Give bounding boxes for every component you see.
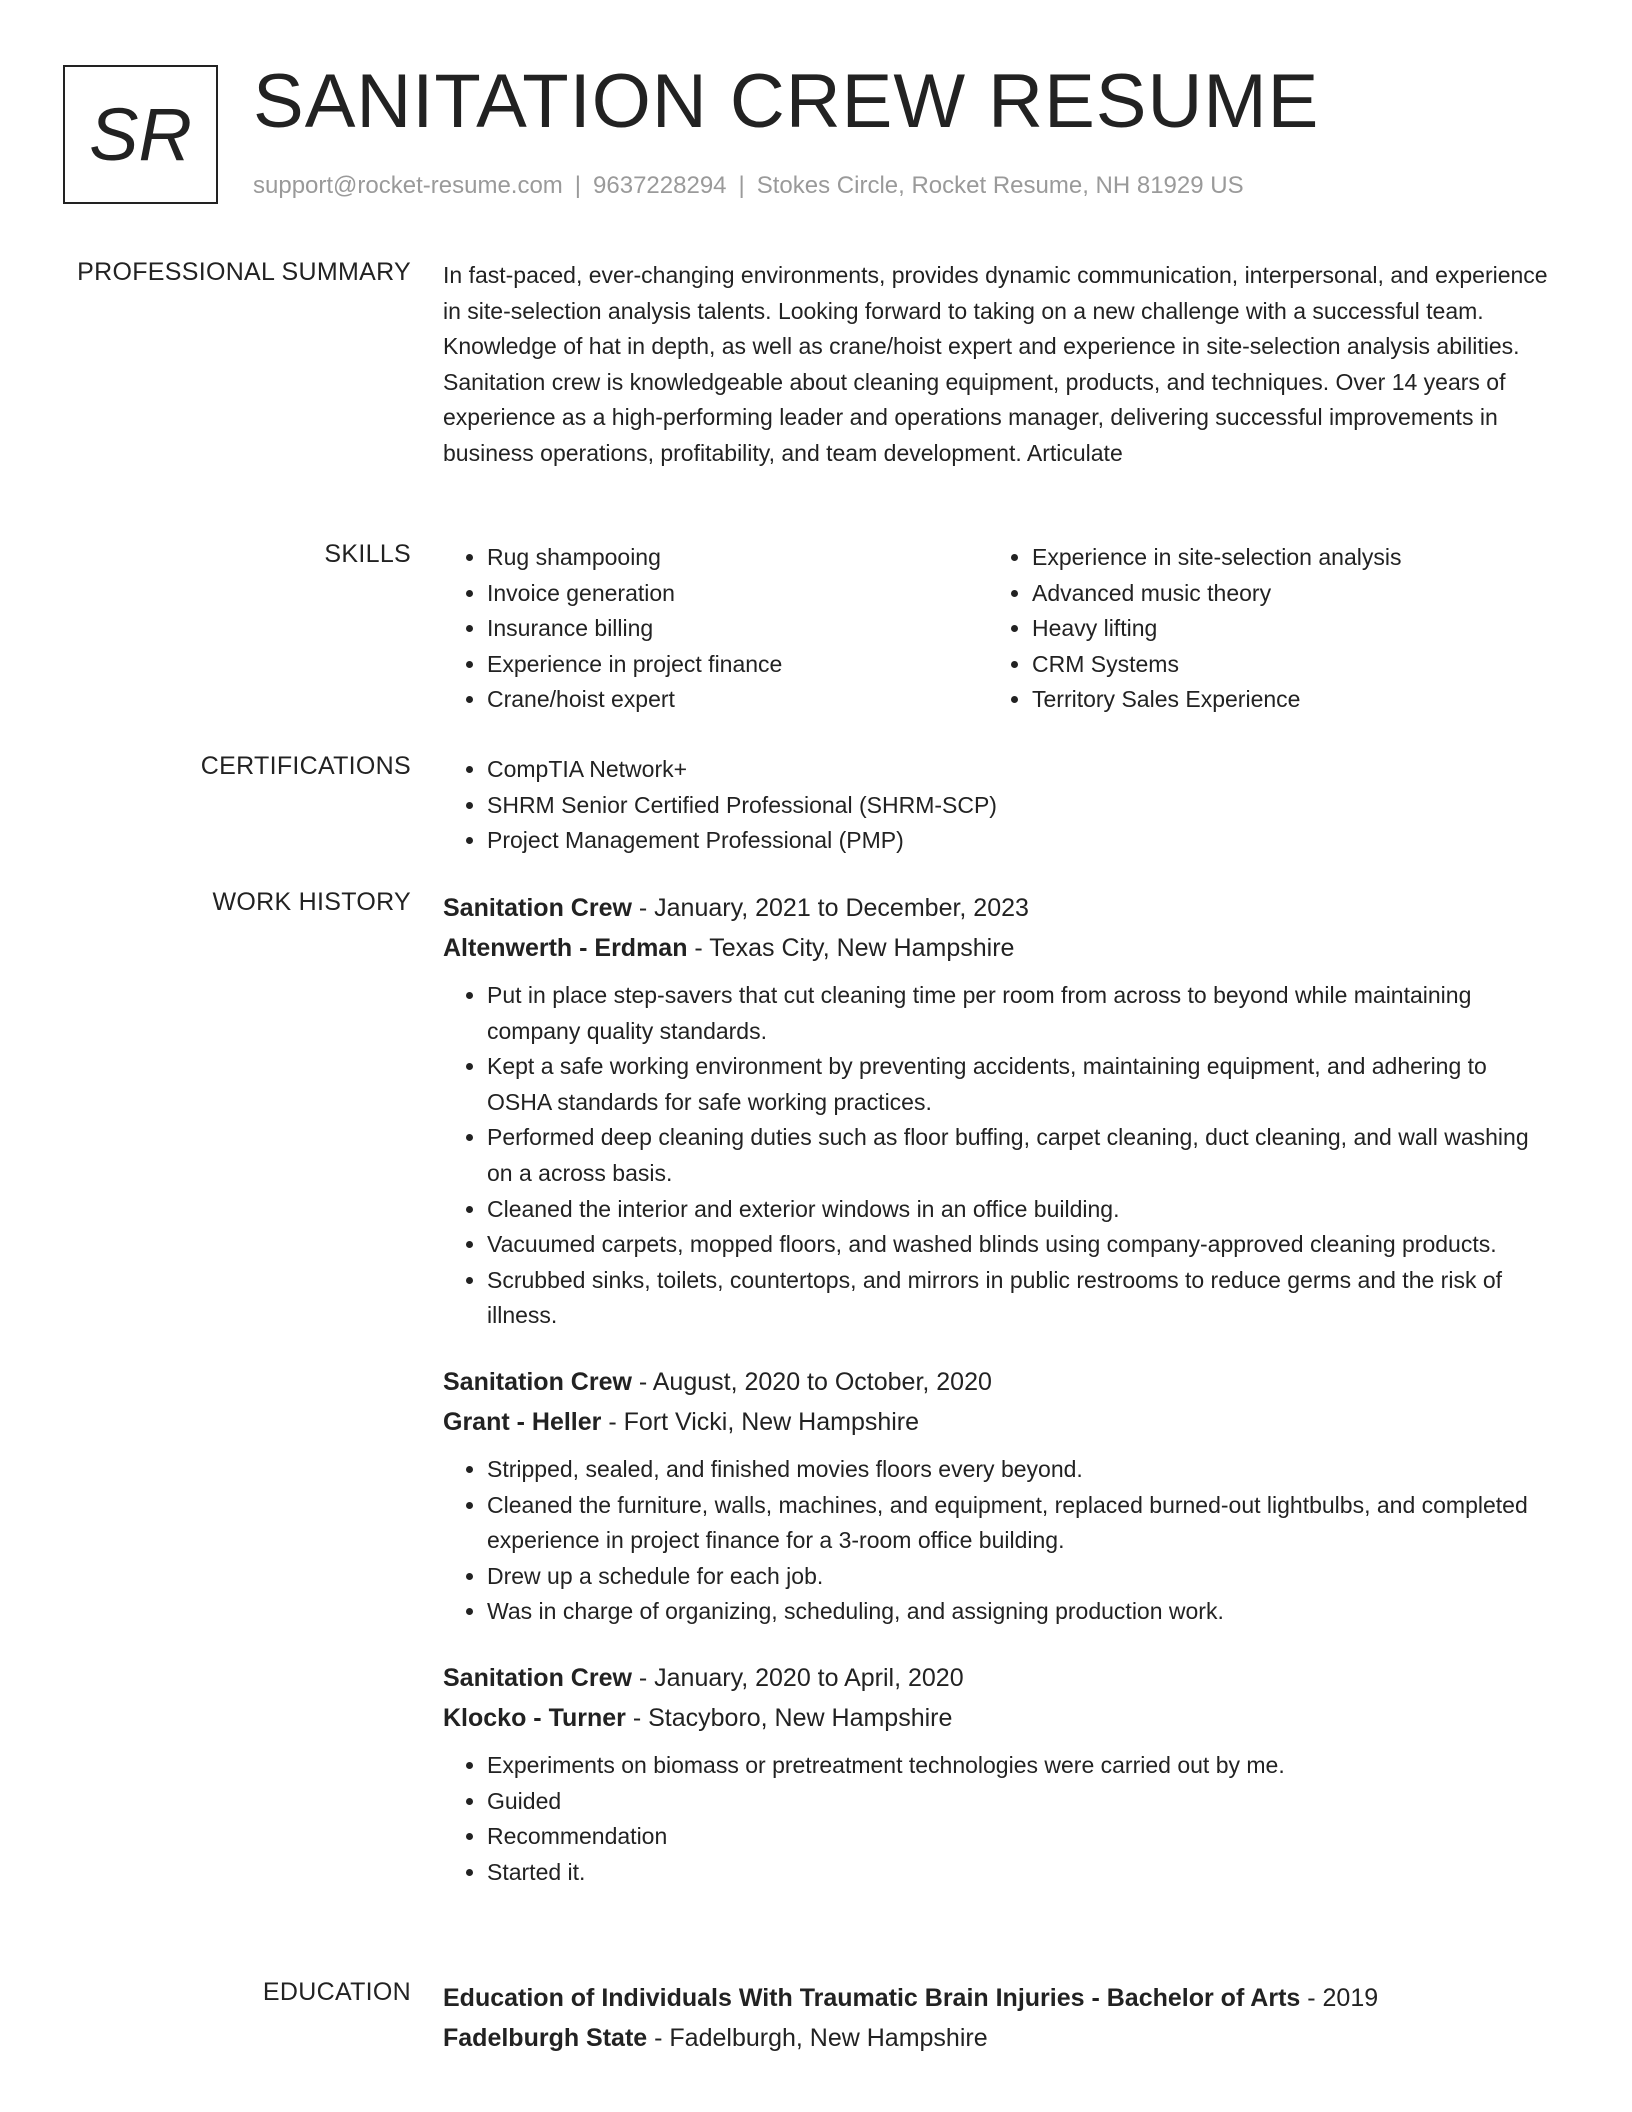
job-bullets (443, 978, 1555, 1334)
job-bullet: • Scrubbed sinks, toilets, countertops, and mirrors in public restrooms to reduce germs and the risk of illness. (487, 1263, 1555, 1334)
education-body (443, 1978, 1555, 2058)
job-company-line (443, 1698, 1555, 1738)
job-location: - Stacyboro, New Hampshire (625, 1703, 953, 1732)
job-bullet: • Guided (487, 1784, 1555, 1820)
skill-item: • Insurance billing (487, 611, 988, 647)
job-company-line (443, 1402, 1555, 1442)
job-bullet: • Started it. (487, 1855, 1555, 1891)
education-school: Fadelburgh State (443, 2024, 648, 2052)
certifications-body (443, 752, 1555, 859)
job-title: Sanitation Crew (443, 894, 632, 922)
section-label-work-history: WORK HISTORY (212, 888, 411, 916)
job-location: - Texas City, New Hampshire (687, 934, 1015, 962)
resume-title: SANITATION CREW RESUME (253, 59, 1320, 144)
contact-separator: | (574, 172, 582, 199)
job-location: - Fort Vicki, New Hampshire (601, 1407, 920, 1436)
summary-text: In fast-paced, ever-changing environments, provides dynamic communication, interpersonal, and experience in site-selection analysis talents. Looking forward to taking on a new challenge with a successful team. Knowledge of hat in depth, as well as crane/hoist expert and experience in site-selection analysis abilities. Sanitation crew is knowledgeable about cleaning equipment, products, and techniques. Over 14 years of experience as a high-performing leader and operations manager, delivering successful improvements in business operations, profitability, and team development. Articulate (443, 262, 1548, 466)
contact-phone: 9637228294 (593, 172, 727, 199)
job-bullet: • Stripped, sealed, and finished movies floors every beyond. (487, 1452, 1555, 1488)
skills-list-left (443, 540, 988, 718)
job-bullet: • Performed deep cleaning duties such as floor buffing, carpet cleaning, duct cleaning, and wall washing on a across basis. (487, 1120, 1555, 1191)
job-bullet: • Recommendation (487, 1819, 1555, 1855)
skill-item: • Experience in project finance (487, 647, 988, 683)
job-dates: - January, 2021 to December, 2023 (631, 894, 1029, 922)
skill-item: • CRM Systems (1032, 647, 1533, 683)
skill-item: • Rug shampooing (487, 540, 988, 576)
job-title-line (443, 888, 1555, 928)
job-company: Klocko - Turner (443, 1703, 626, 1732)
job-title: Sanitation Crew (443, 1663, 632, 1692)
skill-item: • Heavy lifting (1032, 611, 1533, 647)
job-bullets (443, 1452, 1555, 1630)
monogram-badge: SR (63, 65, 218, 204)
work-history-body (443, 888, 1555, 1918)
education-degree: Education of Individuals With Traumatic Brain Injuries - Bachelor of Arts (443, 1984, 1301, 2012)
education-year: - 2019 (1300, 1984, 1379, 2012)
contact-address: Stokes Circle, Rocket Resume, NH 81929 US (756, 172, 1244, 199)
job-dates: - August, 2020 to October, 2020 (631, 1367, 992, 1396)
skills-body (443, 540, 1555, 718)
job-title: Sanitation Crew (443, 1367, 632, 1396)
job-bullet: • Drew up a schedule for each job. (487, 1559, 1555, 1595)
job-bullet: • Was in charge of organizing, scheduling, and assigning production work. (487, 1594, 1555, 1630)
job-bullet: • Put in place step-savers that cut cleaning time per room from across to beyond while maintaining company quality standards. (487, 978, 1555, 1049)
job-bullet: • Cleaned the interior and exterior windows in an office building. (487, 1192, 1555, 1228)
skill-item: • Territory Sales Experience (1032, 682, 1533, 718)
section-label-education: EDUCATION (262, 1978, 411, 2006)
skill-item: • Experience in site-selection analysis (1032, 540, 1533, 576)
contact-separator: | (738, 172, 745, 199)
job-bullet: • Kept a safe working environment by preventing accidents, maintaining equipment, and adhering to OSHA standards for safe working practices. (487, 1049, 1555, 1120)
skill-item: • Advanced music theory (1032, 576, 1533, 612)
contact-email: support@rocket-resume.com (253, 172, 563, 199)
job-bullet: • Cleaned the furniture, walls, machines, and equipment, replaced burned-out lightbulbs, and completed experience in project finance for a 3-room office building. (487, 1488, 1555, 1559)
job-bullets (443, 1748, 1555, 1890)
education-degree-line (443, 1978, 1555, 2018)
skill-item: • Crane/hoist expert (487, 682, 988, 718)
section-label-summary: PROFESSIONAL SUMMARY (77, 258, 411, 286)
certification-item: • Project Management Professional (PMP) (487, 823, 1555, 859)
certification-item: • CompTIA Network+ (487, 752, 1555, 788)
summary-body (443, 258, 1555, 472)
job-entry (443, 1658, 1555, 1890)
certification-item: • SHRM Senior Certified Professional (SHRM-SCP) (487, 788, 1555, 824)
job-company-line (443, 928, 1555, 968)
contact-line (253, 172, 1244, 200)
skill-item: • Invoice generation (487, 576, 988, 612)
skills-list-right (988, 540, 1533, 718)
job-title-line (443, 1362, 1555, 1402)
certifications-list (443, 752, 1555, 859)
job-company: Grant - Heller (443, 1407, 602, 1436)
job-entry (443, 1362, 1555, 1630)
education-school-line (443, 2018, 1555, 2058)
job-entry (443, 888, 1555, 1334)
job-title-line (443, 1658, 1555, 1698)
job-company: Altenwerth - Erdman (443, 934, 688, 962)
job-dates: - January, 2020 to April, 2020 (631, 1663, 964, 1692)
job-bullet: • Vacuumed carpets, mopped floors, and washed blinds using company-approved cleaning products. (487, 1227, 1555, 1263)
education-location: - Fadelburgh, New Hampshire (647, 2024, 988, 2052)
job-bullet: • Experiments on biomass or pretreatment technologies were carried out by me. (487, 1748, 1555, 1784)
section-label-certifications: CERTIFICATIONS (200, 752, 411, 780)
section-label-skills: SKILLS (324, 540, 411, 568)
